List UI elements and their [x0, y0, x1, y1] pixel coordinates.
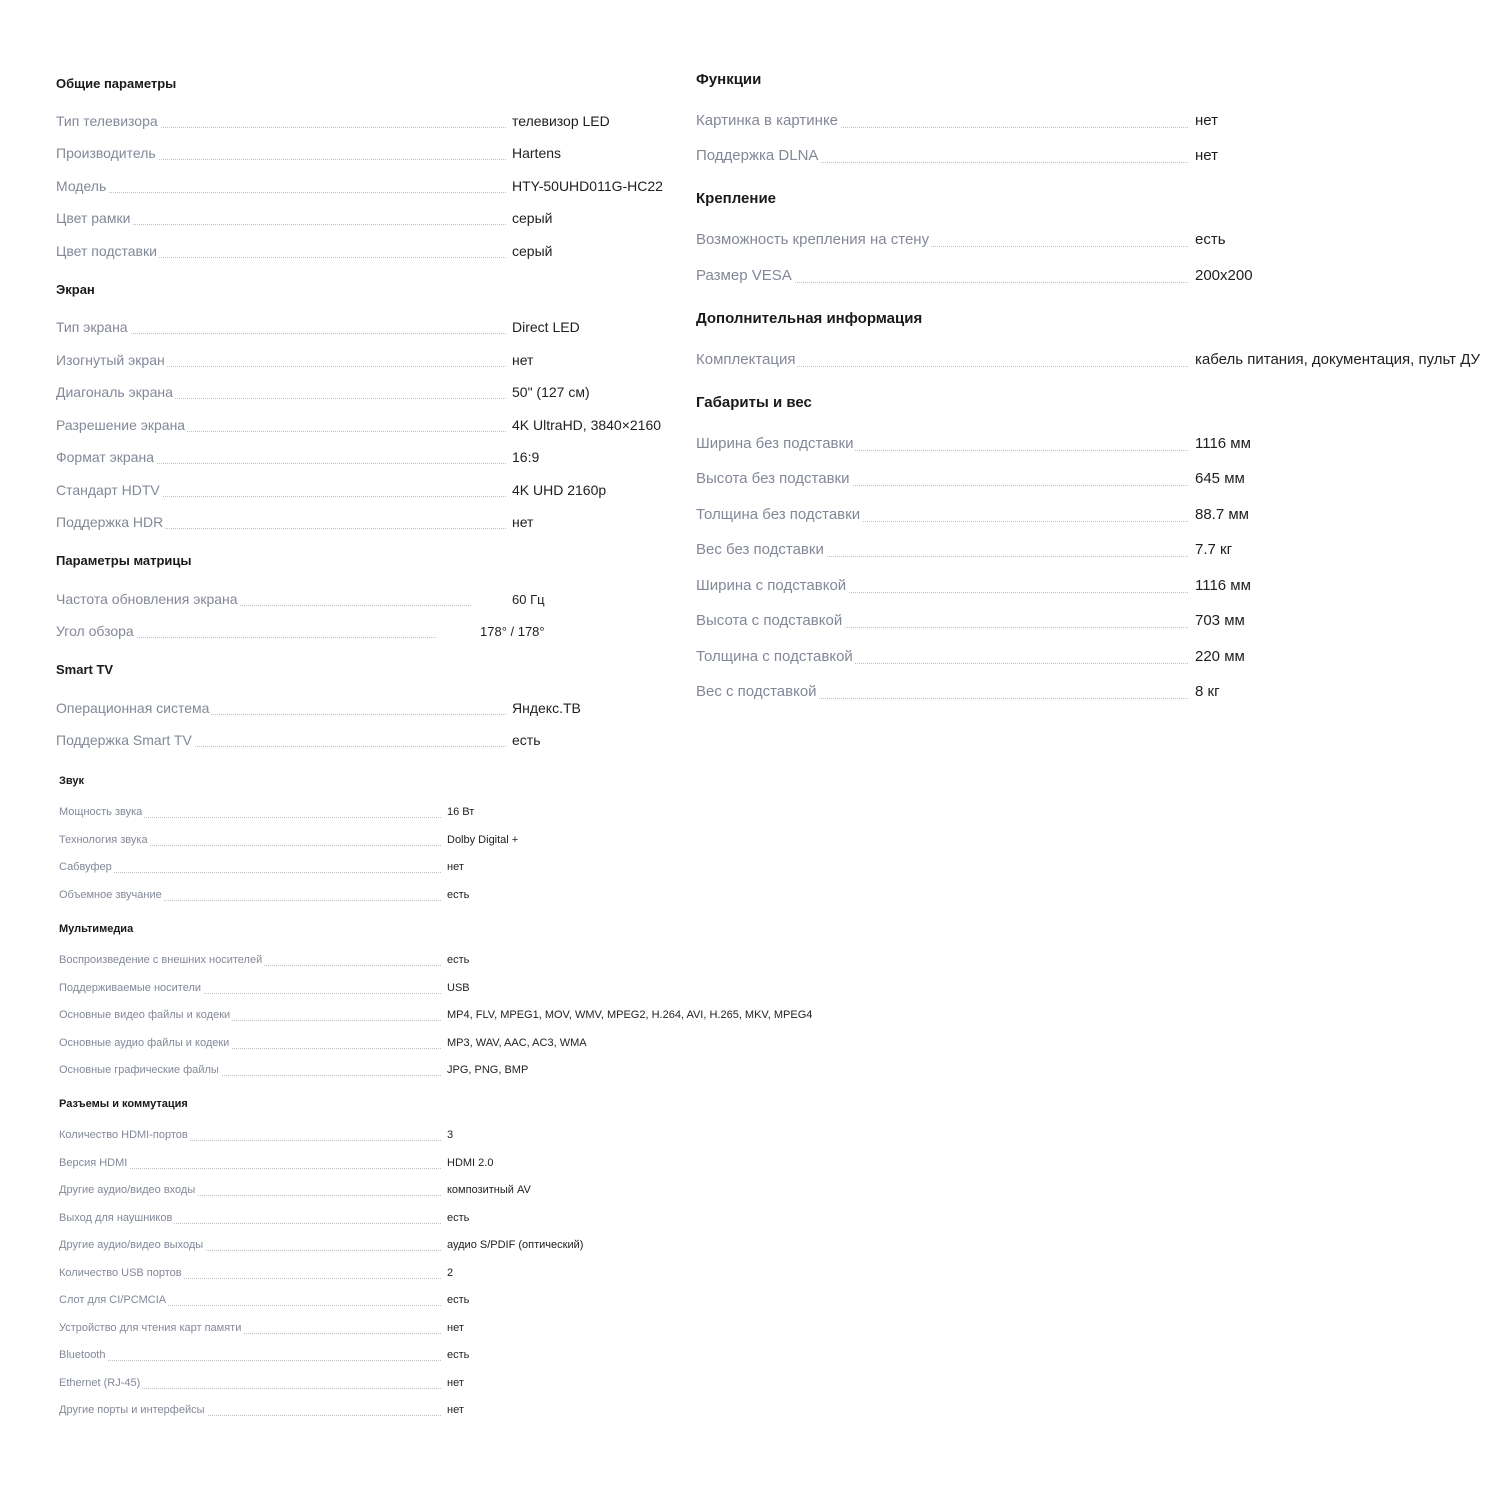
spec-row	[696, 468, 1500, 486]
spec-label: Мощность звука	[59, 806, 143, 818]
spec-label: Версия HDMI	[59, 1157, 128, 1169]
spec-label: Высота с подставкой	[696, 612, 843, 629]
spec-row	[696, 110, 1500, 128]
spec-row	[696, 265, 1500, 283]
specs-panel-bottom	[59, 770, 959, 1450]
spec-value: есть	[1195, 231, 1226, 248]
section-title: Общие параметры	[56, 76, 177, 91]
section-title: Smart TV	[56, 662, 114, 677]
spec-label: Цвет рамки	[56, 210, 131, 226]
spec-row	[56, 622, 676, 638]
spec-label: Изогнутый экран	[56, 352, 165, 368]
spec-row	[696, 575, 1500, 593]
spec-value: аудио S/PDIF (оптический)	[447, 1239, 584, 1251]
spec-value: нет	[512, 514, 534, 530]
spec-label: Поддержка HDR	[56, 514, 164, 530]
spec-value: 8 кг	[1195, 683, 1220, 700]
spec-row	[59, 981, 959, 994]
spec-value: телевизор LED	[512, 113, 610, 129]
spec-label: Выход для наушников	[59, 1212, 173, 1224]
spec-value: 4K UHD 2160p	[512, 482, 607, 498]
spec-row	[56, 448, 676, 464]
spec-row	[59, 1128, 959, 1141]
spec-value: нет	[447, 1404, 464, 1416]
spec-value: Яндекс.ТВ	[512, 700, 581, 716]
spec-label: Другие порты и интерфейсы	[59, 1404, 205, 1416]
spec-label: Операционная система	[56, 700, 210, 716]
spec-label: Другие аудио/видео выходы	[59, 1239, 204, 1251]
spec-value: Direct LED	[512, 319, 580, 335]
spec-value: 3	[447, 1129, 454, 1141]
spec-label: Ширина с подставкой	[696, 577, 847, 594]
spec-value: кабель питания, документация, пульт ДУ	[1195, 351, 1481, 368]
spec-row	[56, 481, 676, 497]
specs-panel-right	[696, 0, 1500, 720]
spec-value: USB	[447, 982, 470, 994]
spec-label: Тип экрана	[56, 319, 128, 335]
spec-value: 7.7 кг	[1195, 541, 1233, 558]
spec-label: Диагональ экрана	[56, 384, 173, 400]
spec-value: MP3, WAV, AAC, AC3, WMA	[447, 1037, 587, 1049]
dotted-leader	[59, 1360, 441, 1361]
spec-row	[696, 349, 1500, 367]
spec-row	[56, 383, 676, 399]
spec-row	[59, 1348, 959, 1361]
section-title: Дополнительная информация	[696, 310, 923, 327]
spec-value: серый	[512, 243, 553, 259]
spec-label: Технология звука	[59, 834, 148, 846]
spec-value: нет	[447, 1322, 464, 1334]
spec-row	[59, 833, 959, 846]
spec-row	[56, 590, 676, 606]
spec-value: нет	[447, 1377, 464, 1389]
spec-label: Количество USB портов	[59, 1267, 182, 1279]
spec-label: Цвет подставки	[56, 243, 157, 259]
spec-value: есть	[447, 1212, 470, 1224]
spec-value: 645 мм	[1195, 470, 1245, 487]
section-title: Параметры матрицы	[56, 553, 192, 568]
spec-value: нет	[512, 352, 534, 368]
spec-label: Высота без подставки	[696, 470, 850, 487]
spec-row	[56, 209, 676, 225]
spec-label: Устройство для чтения карт памяти	[59, 1322, 242, 1334]
spec-label: Другие аудио/видео входы	[59, 1184, 196, 1196]
spec-label: Модель	[56, 178, 107, 194]
section-title: Функции	[696, 71, 762, 88]
spec-label: Слот для CI/PCMCIA	[59, 1294, 167, 1306]
spec-row	[696, 646, 1500, 664]
spec-row	[56, 242, 676, 258]
spec-label: Поддержка Smart TV	[56, 732, 192, 748]
spec-value: есть	[447, 1294, 470, 1306]
spec-value: нет	[447, 861, 464, 873]
spec-row	[56, 318, 676, 334]
spec-value: нет	[1195, 147, 1218, 164]
spec-label: Основные аудио файлы и кодеки	[59, 1037, 230, 1049]
spec-row	[696, 229, 1500, 247]
spec-label: Ширина без подставки	[696, 435, 854, 452]
spec-value: есть	[512, 732, 541, 748]
spec-value: 50" (127 см)	[512, 384, 590, 400]
spec-value: нет	[1195, 112, 1218, 129]
spec-label: Стандарт HDTV	[56, 482, 160, 498]
spec-label: Тип телевизора	[56, 113, 158, 129]
spec-row	[56, 513, 676, 529]
spec-label: Возможность крепления на стену	[696, 231, 930, 248]
spec-row	[59, 1321, 959, 1334]
spec-row	[59, 1238, 959, 1251]
spec-row	[59, 953, 959, 966]
spec-row	[56, 351, 676, 367]
spec-value: 1116 мм	[1195, 435, 1251, 452]
spec-row	[59, 1403, 959, 1416]
spec-row	[696, 539, 1500, 557]
spec-value: JPG, PNG, BMP	[447, 1064, 529, 1076]
dotted-leader	[56, 192, 506, 193]
spec-row	[696, 504, 1500, 522]
spec-value: 88.7 мм	[1195, 506, 1249, 523]
spec-row	[59, 1063, 959, 1076]
spec-label: Комплектация	[696, 351, 796, 368]
spec-label: Разрешение экрана	[56, 417, 186, 433]
spec-label: Толщина без подставки	[696, 506, 861, 523]
specs-panel-main	[56, 0, 676, 770]
spec-row	[56, 416, 676, 432]
spec-label: Основные графические файлы	[59, 1064, 219, 1076]
spec-value: Hartens	[512, 145, 562, 161]
spec-value: 200x200	[1195, 267, 1253, 284]
spec-value: серый	[512, 210, 553, 226]
section-title: Разъемы и коммутация	[59, 1098, 188, 1110]
section-title: Экран	[56, 282, 95, 297]
spec-row	[59, 1376, 959, 1389]
spec-label: Воспроизведение с внешних носителей	[59, 954, 263, 966]
spec-value: композитный AV	[447, 1184, 531, 1196]
spec-value: 60 Гц	[512, 592, 545, 607]
spec-value: HTY-50UHD011G-HC22	[512, 178, 663, 194]
spec-row	[56, 177, 676, 193]
spec-row	[59, 860, 959, 873]
spec-label: Поддерживаемые носители	[59, 982, 202, 994]
spec-row	[59, 1266, 959, 1279]
spec-value: MP4, FLV, MPEG1, MOV, WMV, MPEG2, H.264, AVI, H.265, MKV, MPEG4	[447, 1009, 813, 1021]
spec-row	[59, 1156, 959, 1169]
spec-value: есть	[447, 954, 470, 966]
spec-label: Количество HDMI-портов	[59, 1129, 188, 1141]
spec-value: 2	[447, 1267, 454, 1279]
spec-label: Размер VESA	[696, 267, 792, 284]
spec-row	[696, 433, 1500, 451]
section-title: Звук	[59, 775, 85, 787]
spec-label: Bluetooth	[59, 1349, 106, 1361]
spec-label: Объемное звучание	[59, 889, 162, 901]
spec-row	[56, 112, 676, 128]
spec-row	[59, 1008, 959, 1021]
spec-row	[59, 805, 959, 818]
spec-value: 178° / 178°	[480, 624, 545, 639]
spec-label: Картинка в картинке	[696, 112, 839, 129]
spec-row	[56, 699, 676, 715]
spec-row	[59, 1183, 959, 1196]
spec-value: 4K UltraHD, 3840×2160	[512, 417, 662, 433]
spec-value: HDMI 2.0	[447, 1157, 494, 1169]
spec-label: Производитель	[56, 145, 156, 161]
spec-value: 16:9	[512, 449, 540, 465]
spec-label: Формат экрана	[56, 449, 154, 465]
spec-value: есть	[447, 1349, 470, 1361]
spec-row	[696, 145, 1500, 163]
spec-label: Угол обзора	[56, 623, 134, 639]
spec-value: есть	[447, 889, 470, 901]
spec-row	[56, 731, 676, 747]
spec-value: Dolby Digital +	[447, 834, 519, 846]
spec-label: Вес с подставкой	[696, 683, 817, 700]
spec-value: 16 Вт	[447, 806, 475, 818]
spec-label: Ethernet (RJ-45)	[59, 1377, 141, 1389]
spec-row	[59, 888, 959, 901]
spec-value: 703 мм	[1195, 612, 1245, 629]
spec-row	[59, 1293, 959, 1306]
section-title: Крепление	[696, 190, 777, 207]
spec-row	[59, 1036, 959, 1049]
spec-label: Вес без подставки	[696, 541, 824, 558]
spec-label: Сабвуфер	[59, 861, 112, 873]
spec-row	[59, 1211, 959, 1224]
spec-label: Частота обновления экрана	[56, 591, 238, 607]
spec-row	[696, 610, 1500, 628]
spec-label: Основные видео файлы и кодеки	[59, 1009, 231, 1021]
spec-value: 1116 мм	[1195, 577, 1251, 594]
section-title: Мультимедиа	[59, 923, 134, 935]
spec-value: 220 мм	[1195, 648, 1245, 665]
spec-label: Поддержка DLNA	[696, 147, 819, 164]
section-title: Габариты и вес	[696, 394, 812, 411]
dotted-leader	[59, 872, 441, 873]
spec-row	[56, 144, 676, 160]
spec-label: Толщина с подставкой	[696, 648, 853, 665]
spec-row	[696, 681, 1500, 699]
